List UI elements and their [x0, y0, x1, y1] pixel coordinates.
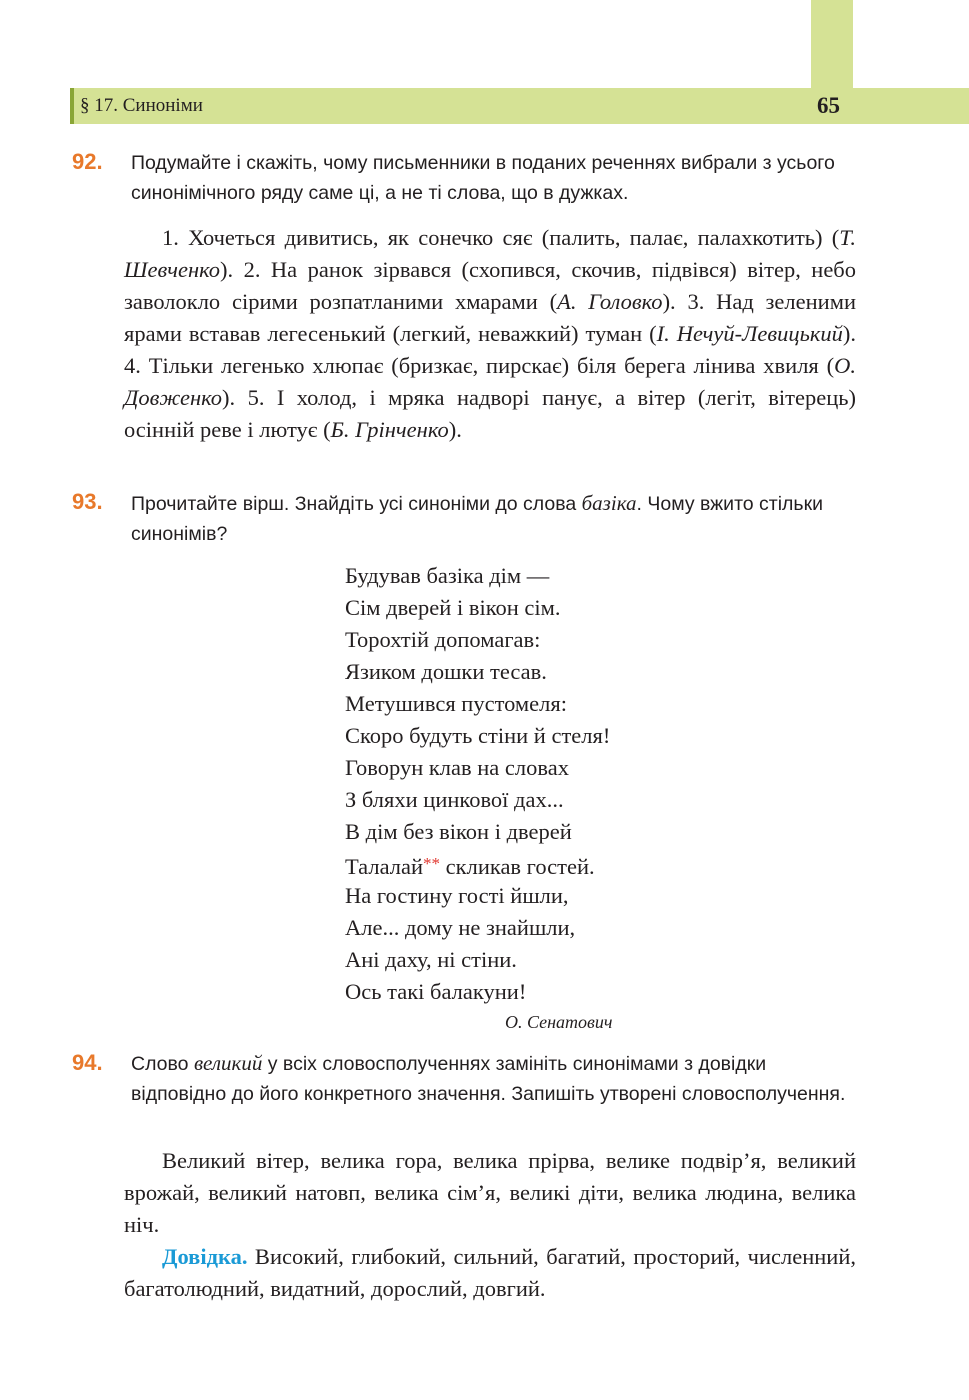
exercise-number-92: 92.	[72, 149, 103, 174]
poem-line: З бляхи цинкової дах...	[345, 787, 564, 812]
poem-line: Але... дому не знайшли,	[345, 915, 576, 940]
exercise-number-93: 93.	[72, 489, 103, 514]
poem-line: Метушився пустомеля:	[345, 691, 567, 716]
reference-label: Довідка.	[162, 1244, 248, 1269]
poem-line: Ось такі балакуни!	[345, 979, 527, 1004]
task-text: Прочитайте вірш. Знайдіть усі синоніми до слова	[131, 493, 582, 515]
exercise-94-text	[124, 1145, 856, 1241]
exercise-92-text	[124, 222, 856, 446]
poem-line	[345, 848, 610, 880]
author-name: І. Нечуй-Левицький	[656, 321, 843, 346]
poem-word: скликав гостей.	[440, 854, 595, 879]
poem-line: Язиком дошки тесав.	[345, 659, 547, 684]
task-keyword: базіка	[581, 491, 637, 515]
poem-line: Скоро будуть стіни й стеля!	[345, 723, 611, 748]
poem-line: Ані даху, ні стіни.	[345, 947, 517, 972]
exercise-94-phrases: Великий вітер, велика гора, велика прірва, велике подвір’я, великий врожай, великий натовп, велика сім’я, великі діти, велика людина, велика ніч.	[124, 1148, 856, 1237]
author-name: Б. Грінченко	[330, 417, 449, 442]
poem-line: В дім без вікон і дверей	[345, 819, 572, 844]
poem-line: Будував базіка дім —	[345, 563, 550, 588]
footnote-mark: **	[423, 854, 441, 873]
poem-line: Торохтій допомагав:	[345, 627, 541, 652]
page-tab	[811, 0, 853, 90]
exercise-93-task	[131, 488, 857, 549]
sentence-text: 1. Хочеться дивитись, як сонечко сяє (палить, палає, палахкотить) (	[162, 225, 840, 250]
section-title: § 17. Синоніми	[80, 95, 203, 116]
poem-line: Говорун клав на словах	[345, 755, 569, 780]
sentence-text: ).	[448, 417, 462, 442]
reference-text: Високий, глибокий, сильний, багатий, просторий, численний, багатолюдний, видатний, дорослий, довгий.	[124, 1244, 856, 1301]
sentence-text: ). 4. Тільки легенько хлюпає (бризкає, пирскає) біля берега лінива хвиля (	[124, 321, 856, 378]
reference-block	[124, 1241, 856, 1305]
page-number: 65	[817, 93, 840, 118]
poem	[345, 560, 610, 1008]
task-text: у всіх словосполученнях замініть синонімами з довідки відповідно до його конкретного значення. Запишіть утворені словосполучення.	[131, 1053, 846, 1105]
task-keyword: великий	[193, 1051, 263, 1075]
author-name: Т. Шевченко	[124, 225, 856, 282]
sentence-text: ). 5. І холод, і мряка надворі панує, а вітер (легіт, вітерець) осінній реве і лютує (	[124, 385, 856, 442]
poem-word: Талалай	[345, 854, 424, 879]
poem-author: О. Сенатович	[505, 1012, 613, 1032]
author-name: А. Головко	[557, 289, 663, 314]
exercise-number-94: 94.	[72, 1050, 103, 1075]
task-text: . Чому вжито стільки синонімів?	[131, 493, 824, 545]
header-accent-rule	[70, 88, 74, 124]
exercise-92-task: Подумайте і скажіть, чому письменники в поданих реченнях вибрали з усього синонімічного ряду саме ці, а не ті слова, що в дужках.	[131, 152, 835, 204]
task-text: Слово	[131, 1053, 194, 1075]
author-name: О. Довженко	[124, 353, 856, 410]
exercise-94-task	[131, 1048, 857, 1109]
sentence-text: ). 3. Над зеленими ярами вставав легесенький (легкий, неважкий) туман (	[124, 289, 856, 346]
poem-line: На гостину гості йшли,	[345, 883, 569, 908]
sentence-text: ). 2. На ранок зірвався (схопився, скочив, підвівся) вітер, небо заволокло сірими розпатланими хмарами (	[124, 257, 856, 314]
poem-line: Сім дверей і вікон сім.	[345, 595, 561, 620]
